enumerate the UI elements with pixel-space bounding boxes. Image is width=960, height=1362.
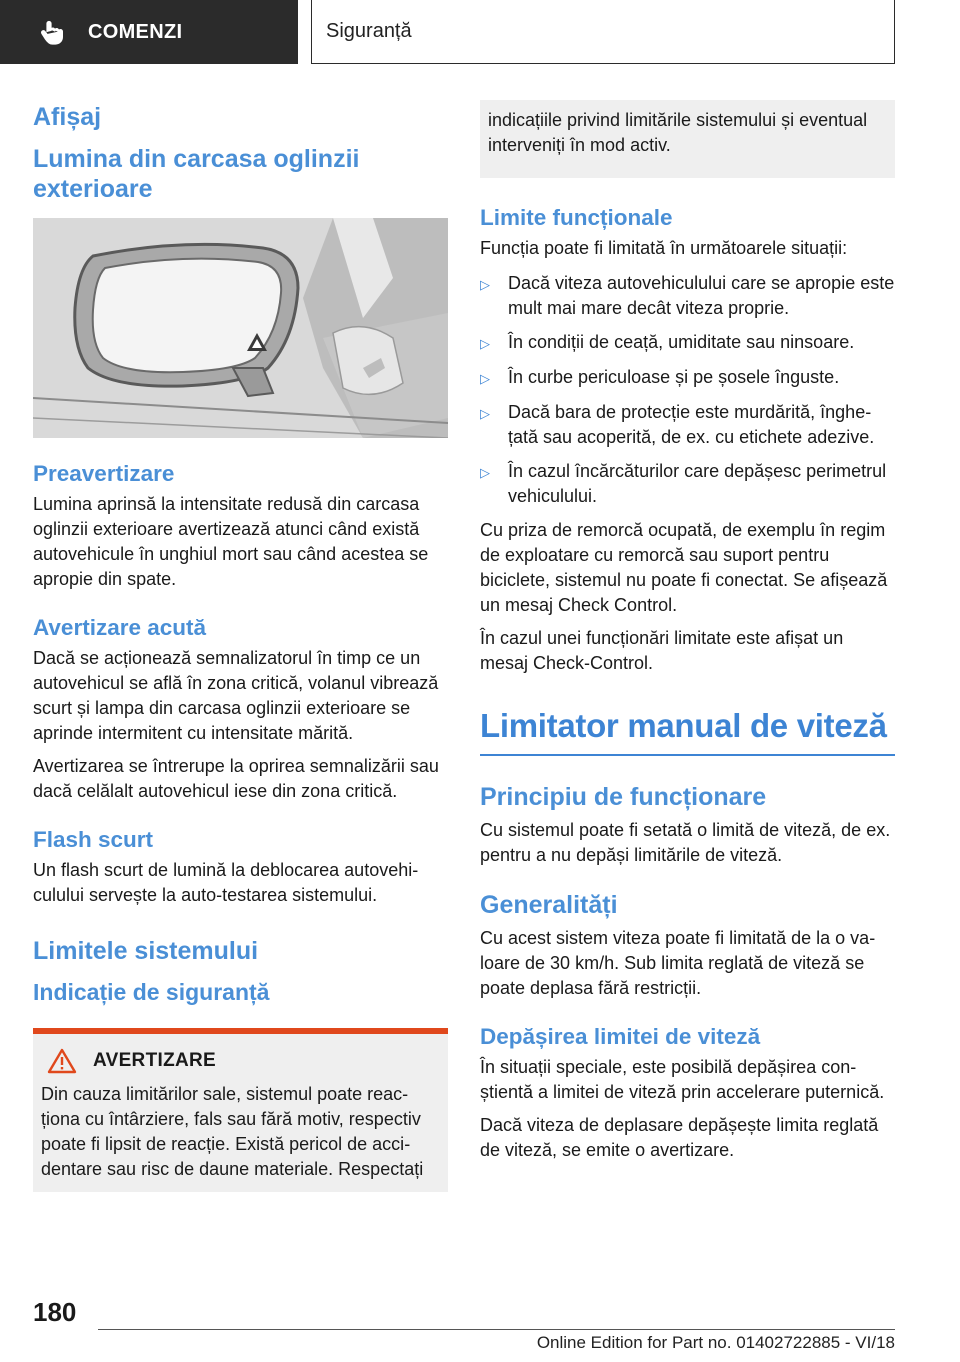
text-trailer: Cu priza de remorcă ocupată, de exemplu în regim de exploatare cu remorcă sau suport pentru biciclete, sistemul nu poate fi conectat. Se afișează un mesaj Check Control. [480,520,888,615]
heading-safety-note: Indicație de siguranță [33,979,270,1005]
section-header [311,0,895,64]
bullet-triangle-icon: ▷ [480,406,490,421]
hand-pointer-icon [38,18,66,46]
heading-acute-warning: Avertizare acută [33,615,207,640]
chapter-tab-label: COMENZI [88,20,183,43]
text-exceeding-limit-1: În situații speciale, este posibilă depășirea conștientă a limitei de viteză prin accelerare puternică. [480,1057,885,1102]
heading-operating-principle: Principiu de funcționare [480,783,767,811]
warning-text: Din cauza limitărilor sale, sistemul poate reacționa cu întârziere, fals sau fără motiv, respectiv poate fi lipsit de reacție. Există pericol de accidentare sau risc de daune materiale. Respectați [41,1084,424,1179]
heading-general: Generalități [480,891,618,919]
bullet-triangle-icon: ▷ [480,465,490,480]
text-limited-function: În cazul unei funcționări limitate este afișat un mesaj Check-Control. [480,628,844,673]
text-limits-intro: Funcția poate fi limitată în următoarele situații: [480,238,848,258]
warning-text-continued: indicațiile privind limitările sistemului și eventual interveniți în mod activ. [488,110,868,155]
heading-exceeding-limit: Depășirea limitei de viteză [480,1024,761,1049]
section-title-display: Afișaj [33,103,102,131]
bullet-triangle-icon: ▷ [480,336,490,351]
chapter-title-speed-limiter: Limitator manual de viteză [480,707,887,744]
bullet-triangle-icon: ▷ [480,371,490,386]
footer-edition: Online Edition for Part no. 01402722885 - VI/18 [536,1333,895,1352]
warning-label: AVERTIZARE [93,1050,216,1071]
limits-list [480,271,895,509]
text-acute-warning-2: Avertizarea se întrerupe la oprirea semnalizării sau dacă celălalt autovehicul iese din zona critică. [33,756,439,801]
right-column [480,100,895,1171]
text-operating-principle: Cu sistemul poate fi setată o limită de viteză, de ex. pentru a nu depăși limitările de viteză. [480,820,891,865]
left-column [33,96,448,1192]
footer-divider [98,1329,895,1330]
bullet-triangle-icon: ▷ [480,277,490,292]
subsection-title-mirror-light: Lumina din carcasa oglinzii exterioare [33,145,360,203]
list-item: ▷ Dacă bara de protecție este murdărită, înghețată sau acoperită, de ex. cu etichete adezive. [480,400,895,450]
text-short-flash: Un flash scurt de lumină la deblocarea autovehiculului servește la auto-testarea sistemului. [33,860,419,905]
title-divider [480,754,895,756]
list-item: ▷ În cazul încărcăturilor care depășesc perimetrul vehiculului. [480,459,895,509]
warning-triangle-icon [47,1048,77,1074]
warning-box [33,1028,448,1192]
page-number: 180 [33,1297,77,1327]
list-item: ▷ Dacă viteza autovehiculului care se apropie este mult mai mare decât viteza proprie. [480,271,895,321]
heading-short-flash: Flash scurt [33,827,154,852]
heading-pre-warning: Preavertizare [33,461,175,486]
text-exceeding-limit-2: Dacă viteza de deplasare depășește limita reglată de viteză, se emite o avertizare. [480,1115,879,1160]
text-general: Cu acest sistem viteza poate fi limitată de la o valoare de 30 km/h. Sub limita reglată de viteză se poate deplasa fără restricții. [480,928,876,998]
text-acute-warning-1: Dacă se acționează semnalizatorul în timp ce un autovehicul se află în zona critică, volanul vibrează scurt și lampa din carcasa oglinzii exterioare se aprinde intermitent cu intensitate mărită. [33,648,439,743]
list-item: ▷ În condiții de ceață, umiditate sau ninsoare. [480,330,895,356]
heading-functional-limits: Limite funcționale [480,205,673,230]
text-pre-warning: Lumina aprinsă la intensitate redusă din carcasa oglinzii exterioare avertizează atunci când există autovehicule în unghiul mort sau când acestea se apropie din spate. [33,494,429,589]
warning-box-continued [480,100,895,178]
mirror-illustration [33,218,448,438]
chapter-tab[interactable] [0,0,298,64]
list-item: ▷ În curbe periculoase și pe șosele înguste. [480,365,895,391]
section-header-label: Siguranță [326,20,412,42]
section-title-system-limits: Limitele sistemului [33,937,259,965]
